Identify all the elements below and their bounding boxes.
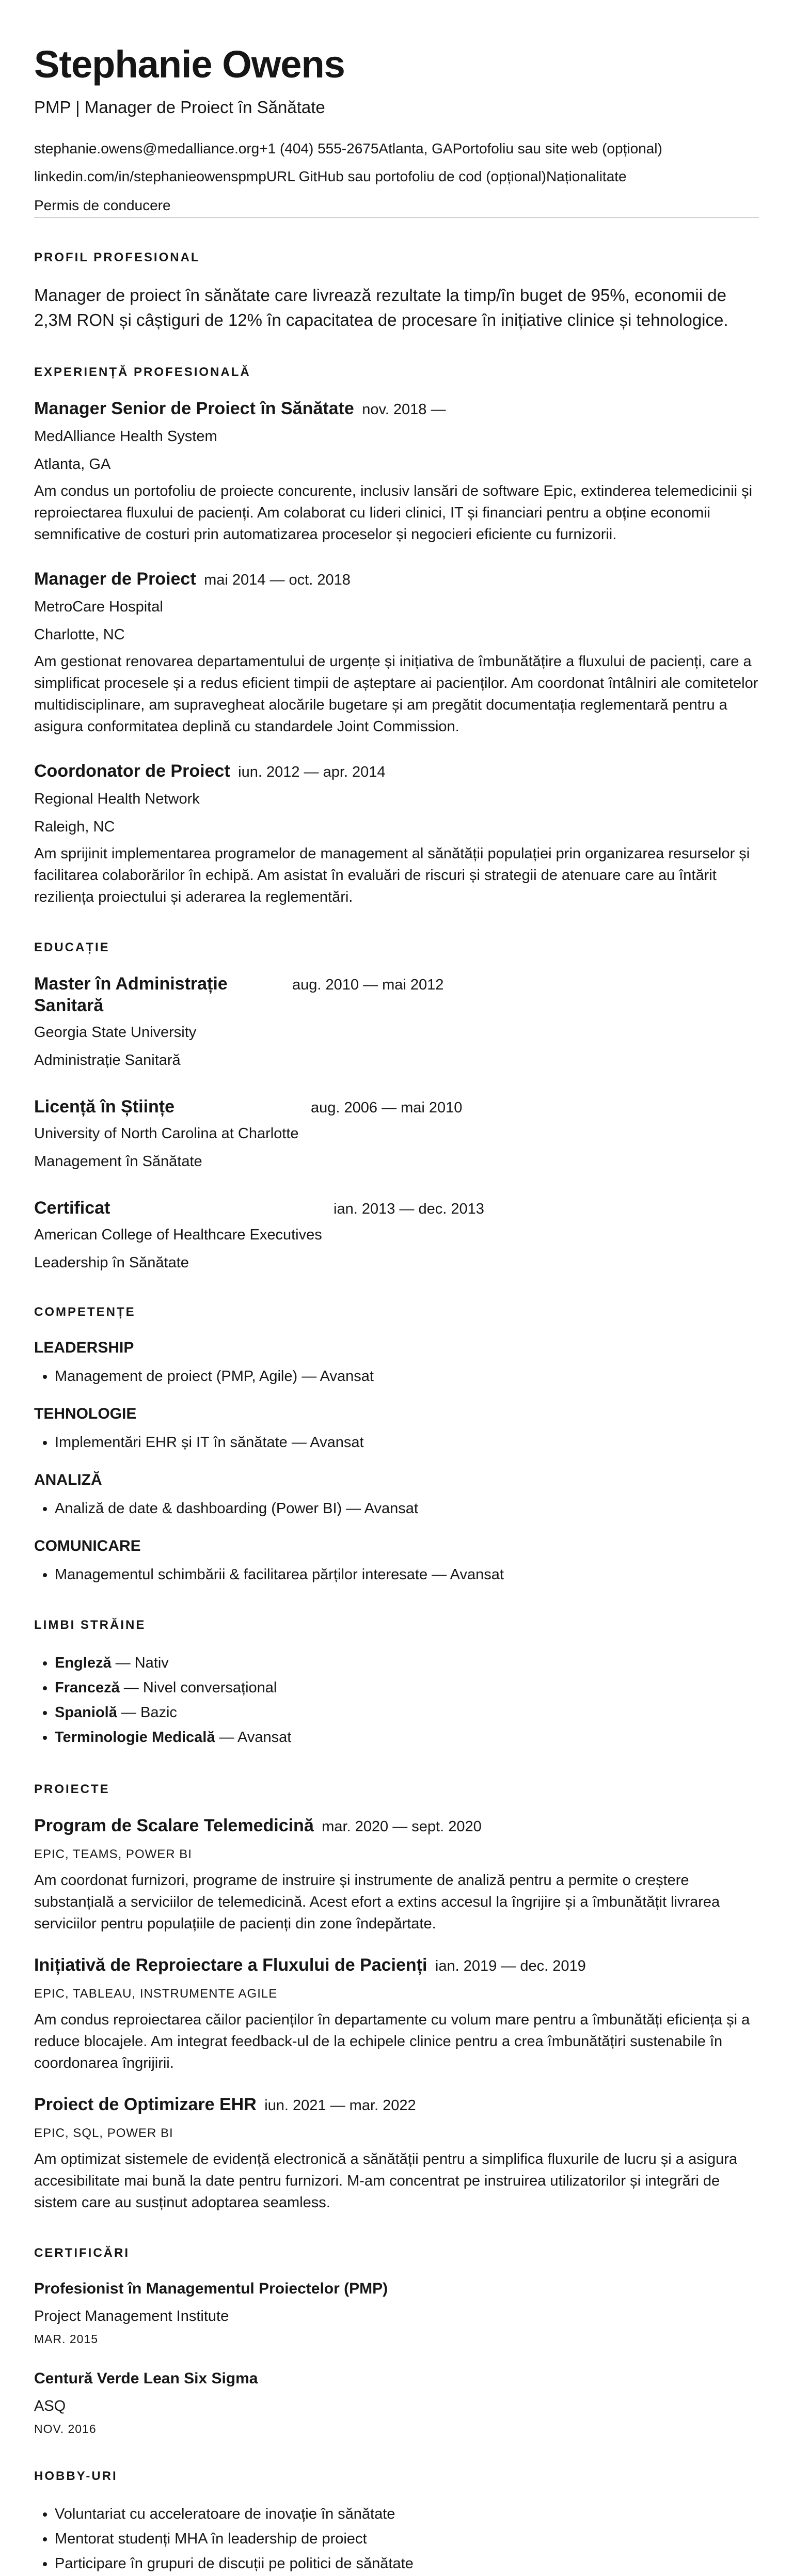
section-title: HOBBY-URI	[34, 2469, 118, 2483]
certification-name: Centură Verde Lean Six Sigma	[34, 2370, 258, 2387]
degree-title: Certificat	[34, 1198, 110, 1218]
certification-date: NOV. 2016	[34, 2422, 97, 2436]
profile-summary: Manager de proiect în sănătate care livrează rezultate la timp/în buget de 95%, economii de 2,3M RON și câștiguri de 12% în capacitatea de procesare în inițiative clinice și tehnologice.	[34, 286, 728, 329]
project-dates: ian. 2019 — dec. 2019	[435, 1958, 586, 1974]
hobby-item: • Mentorat studenți MHA în leadership de proiect	[55, 2526, 759, 2551]
project-dates: mar. 2020 — sept. 2020	[322, 1818, 482, 1835]
profile-section	[34, 250, 759, 333]
project-description: Am optimizat sistemele de evidență electronică a sănătății pentru a simplifica fluxurile de lucru și a asigura accesibilitate mai bună la date pentru furnizori. M-am concentrat pe instruirea utilizatorilor și integrări de sistem care au susținut adoptarea seamless.	[34, 2151, 738, 2211]
job-organization: MetroCare Hospital	[34, 599, 163, 615]
skills-section	[34, 1305, 759, 1585]
language-item	[55, 1651, 759, 1675]
degree-dates: aug. 2006 — mai 2010	[311, 1099, 463, 1116]
field-of-study: Leadership în Sănătate	[34, 1254, 189, 1271]
certification-date: MAR. 2015	[34, 2332, 99, 2346]
project-technologies: EPIC, TEAMS, POWER BI	[34, 1847, 192, 1861]
certification-entry	[34, 2368, 759, 2437]
section-title: COMPETENȚE	[34, 1305, 136, 1319]
hobby-item: • Participare în grupuri de discuții pe politici de sănătate	[55, 2551, 759, 2576]
degree-title: Master în Administrație Sanitară	[34, 974, 228, 1015]
field-of-study: Management în Sănătate	[34, 1153, 202, 1170]
skill-list	[34, 1432, 759, 1453]
project-entry	[34, 1815, 759, 1935]
skill-category: TEHNOLOGIE	[34, 1405, 137, 1422]
candidate-subtitle: PMP | Manager de Proiect în Sănătate	[34, 98, 325, 117]
skill-category: ANALIZĂ	[34, 1471, 102, 1488]
job-organization: Regional Health Network	[34, 791, 200, 807]
contact-line-secondary: linkedin.com/in/stephanieowenspmpURL GitHub sau portofoliu de cod (opțional)Naționalitate	[34, 168, 627, 184]
certification-issuer: ASQ	[34, 2398, 66, 2414]
language-level: — Nativ	[111, 1655, 169, 1671]
hobby-list	[34, 2502, 759, 2576]
certification-entry	[34, 2279, 759, 2347]
project-title: Program de Scalare Telemedicină	[34, 1816, 314, 1835]
skill-list	[34, 1365, 759, 1387]
language-level: — Avansat	[215, 1729, 292, 1746]
candidate-name: Stephanie Owens	[34, 43, 345, 86]
project-entry	[34, 2094, 759, 2213]
section-title: PROFIL PROFESIONAL	[34, 250, 200, 264]
experience-entry	[34, 398, 759, 545]
resume-header	[34, 41, 759, 218]
section-title: EDUCAȚIE	[34, 940, 110, 954]
skill-list	[34, 1498, 759, 1519]
contact-line-license: Permis de conducere	[34, 197, 171, 213]
language-name: Engleză	[55, 1655, 112, 1671]
skill-category: COMUNICARE	[34, 1537, 141, 1554]
school-name: University of North Carolina at Charlotte	[34, 1125, 299, 1142]
job-location: Charlotte, NC	[34, 626, 125, 643]
skill-category: LEADERSHIP	[34, 1339, 134, 1356]
language-item	[55, 1675, 759, 1700]
job-location: Raleigh, NC	[34, 819, 115, 835]
education-entry	[34, 1197, 759, 1273]
section-title: EXPERIENȚĂ PROFESIONALĂ	[34, 365, 251, 379]
job-title: Manager de Proiect	[34, 569, 196, 589]
language-name: Terminologie Medicală	[55, 1729, 215, 1746]
skill-item: • Analiză de date & dashboarding (Power BI) — Avansat	[55, 1498, 759, 1519]
school-name: Georgia State University	[34, 1024, 197, 1041]
experience-entry	[34, 568, 759, 737]
projects-section	[34, 1782, 759, 2213]
degree-title: Licență în Științe	[34, 1097, 175, 1117]
language-item	[55, 1725, 759, 1750]
project-description: Am coordonat furnizori, programe de instruire și instrumente de analiză pentru a permite o creștere substanțială a serviciilor de telemedicină. Acest efort a extins accesul la îngrijire și a îmbunătățit livrarea serviciilor pentru populațiile de pacienți din zone îndepărtate.	[34, 1872, 720, 1932]
project-description: Am condus reproiectarea căilor pacienților în departamente cu volum mare pentru a îmbunătăți eficiența și a reduce blocajele. Am integrat feedback-ul de la echipele clinice pentru a crea îmbunătățiri sustenabile în coordonarea îngrijirii.	[34, 2012, 750, 2071]
job-dates: iun. 2012 — apr. 2014	[238, 764, 386, 780]
job-title: Manager Senior de Proiect în Sănătate	[34, 399, 354, 418]
language-level: — Nivel conversațional	[119, 1679, 277, 1696]
language-level: — Bazic	[117, 1704, 177, 1721]
project-technologies: EPIC, TABLEAU, INSTRUMENTE AGILE	[34, 1987, 278, 2001]
section-title: PROIECTE	[34, 1782, 110, 1796]
school-name: American College of Healthcare Executives	[34, 1227, 322, 1243]
language-item	[55, 1700, 759, 1725]
degree-dates: ian. 2013 — dec. 2013	[334, 1201, 484, 1217]
project-title: Inițiativă de Reproiectare a Fluxului de Pacienți	[34, 1955, 427, 1975]
skill-item: • Management de proiect (PMP, Agile) — Avansat	[55, 1365, 759, 1387]
project-dates: iun. 2021 — mar. 2022	[264, 2097, 416, 2114]
language-name: Franceză	[55, 1679, 120, 1696]
experience-entry	[34, 760, 759, 908]
degree-dates: aug. 2010 — mai 2012	[292, 977, 444, 993]
section-title: CERTIFICĂRI	[34, 2246, 130, 2260]
education-section	[34, 940, 759, 1273]
experience-section	[34, 365, 759, 908]
certifications-section	[34, 2245, 759, 2437]
job-title: Coordonator de Proiect	[34, 761, 230, 781]
project-title: Proiect de Optimizare EHR	[34, 2095, 257, 2114]
job-location: Atlanta, GA	[34, 456, 111, 473]
skill-item: • Implementări EHR și IT în sănătate — Avansat	[55, 1432, 759, 1453]
job-description: Am condus un portofoliu de proiecte concurente, inclusiv lansări de software Epic, extinderea telemedicinii și reproiectarea fluxului de pacienți. Am colaborat cu lideri clinici, IT și financiari pentru a obține economii semnificative de costuri prin automatizarea proceselor și negocieri eficiente cu furnizorii.	[34, 483, 753, 543]
education-entry	[34, 1096, 759, 1171]
job-dates: mai 2014 — oct. 2018	[204, 572, 351, 588]
education-entry	[34, 973, 759, 1070]
project-technologies: EPIC, SQL, POWER BI	[34, 2126, 173, 2140]
language-name: Spaniolă	[55, 1704, 117, 1721]
hobby-item: • Voluntariat cu acceleratoare de inovație în sănătate	[55, 2502, 759, 2526]
header-divider	[34, 217, 759, 218]
language-list	[34, 1651, 759, 1750]
certification-name: Profesionist în Managementul Proiectelor (PMP)	[34, 2280, 388, 2297]
hobbies-section	[34, 2469, 759, 2576]
project-entry	[34, 1954, 759, 2074]
contact-line-primary: stephanie.owens@medalliance.org+1 (404) 555-2675Atlanta, GAPortofoliu sau site web (opțional)	[34, 140, 662, 156]
job-description: Am sprijinit implementarea programelor de management al sănătății populației prin organizarea resurselor și facilitarea colaborărilor în echipă. Am asistat în evaluări de riscuri și strategii de atenuare care au întărit reziliența proiectului și aderarea la reglementări.	[34, 845, 750, 905]
languages-section	[34, 1617, 759, 1750]
job-dates: nov. 2018 —	[362, 401, 446, 418]
skill-list	[34, 1564, 759, 1585]
job-description: Am gestionat renovarea departamentului de urgențe și inițiativa de îmbunătățire a fluxului de pacienți, care a simplificat procesele și a redus eficient timpii de așteptare ai pacienților. Am coordonat întâlniri ale comitetelor multidisciplinare, am supravegheat alocările bugetare și am pregătit documentația reglementară pentru a asigura conformitatea deplină cu standardele Joint Commission.	[34, 653, 758, 735]
certification-issuer: Project Management Institute	[34, 2308, 229, 2324]
field-of-study: Administrație Sanitară	[34, 1052, 181, 1069]
job-organization: MedAlliance Health System	[34, 428, 217, 445]
skill-item: • Managementul schimbării & facilitarea părților interesate — Avansat	[55, 1564, 759, 1585]
section-title: LIMBI STRĂINE	[34, 1618, 146, 1632]
